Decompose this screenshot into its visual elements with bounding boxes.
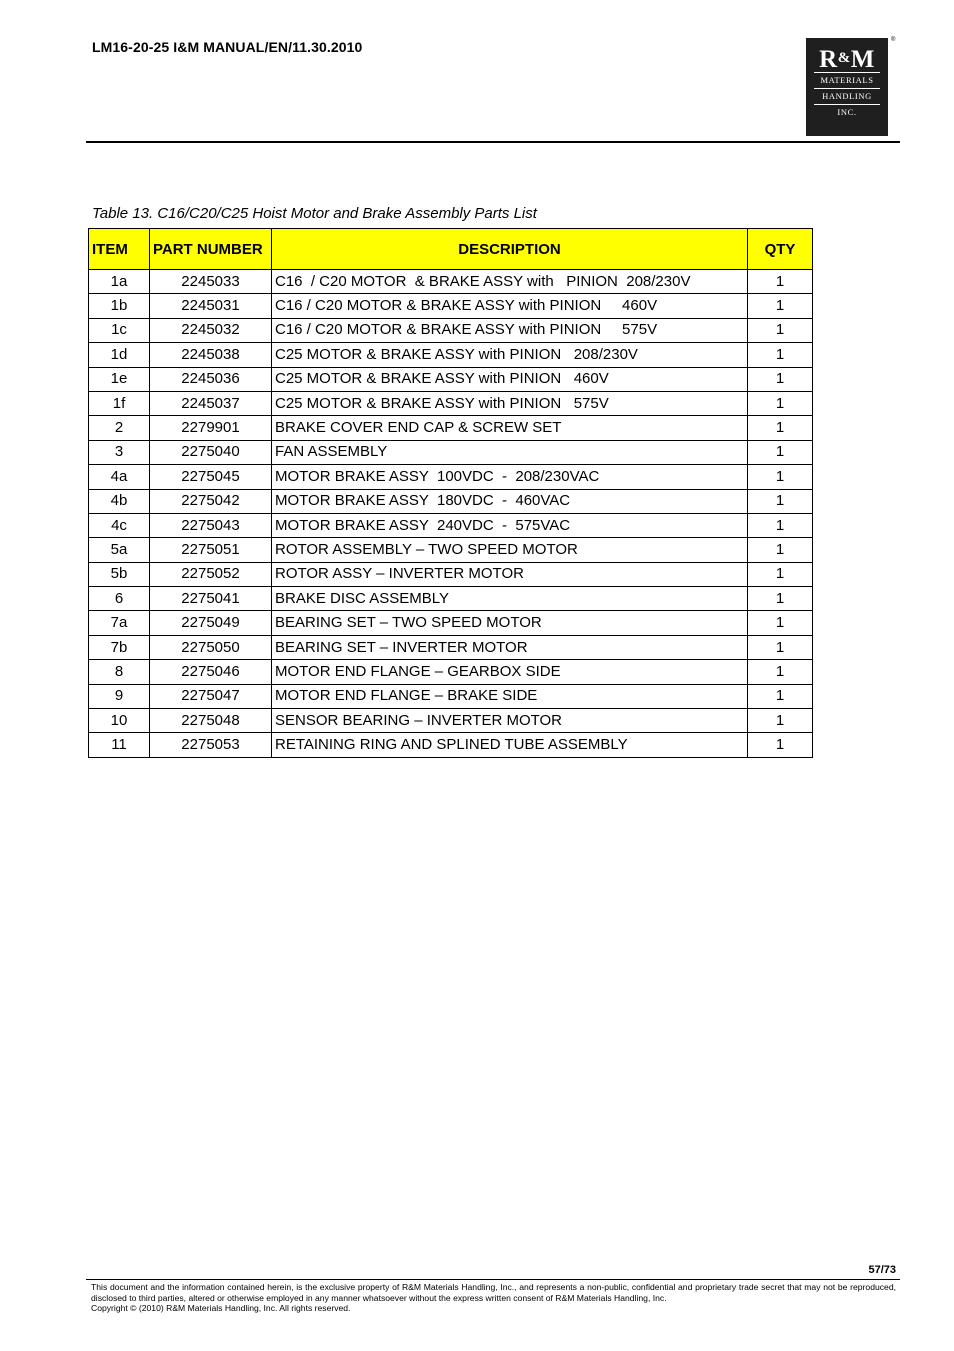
logo-amp: &: [837, 50, 851, 66]
cell-qty: 1: [748, 318, 813, 342]
rm-logo: [806, 38, 888, 136]
cell-part-number: 2275041: [150, 587, 272, 611]
page-number: 57/73: [868, 1264, 896, 1276]
cell-item: 11: [89, 733, 150, 757]
footer-rule: [86, 1279, 900, 1280]
cell-item: 7b: [89, 635, 150, 659]
cell-qty: 1: [748, 416, 813, 440]
cell-description: FAN ASSEMBLY: [272, 440, 748, 464]
cell-part-number: 2245037: [150, 391, 272, 415]
cell-qty: 1: [748, 587, 813, 611]
cell-item: 4b: [89, 489, 150, 513]
copyright-text: Copyright © (2010) R&M Materials Handling, Inc. All rights reserved.: [91, 1303, 351, 1313]
table-row: [89, 465, 813, 489]
logo-r: R: [819, 46, 838, 73]
registered-mark: ®: [891, 37, 896, 43]
table-row: [89, 684, 813, 708]
cell-description: MOTOR END FLANGE – GEARBOX SIDE: [272, 660, 748, 684]
cell-part-number: 2275040: [150, 440, 272, 464]
cell-qty: 1: [748, 391, 813, 415]
cell-qty: 1: [748, 538, 813, 562]
cell-qty: 1: [748, 513, 813, 537]
table-row: [89, 440, 813, 464]
cell-part-number: 2279901: [150, 416, 272, 440]
cell-item: 4a: [89, 465, 150, 489]
notice-text: This document and the information contained herein, is the exclusive property of R&M Materials Handling, Inc., and represents a non-public, confidential and proprietary trade secret that may not be reproduced, disclosed to third parties, altered or otherwise employed in any manner whatsoever without the express written consent of R&M Materials Handling, Inc.: [91, 1282, 896, 1303]
cell-part-number: 2275047: [150, 684, 272, 708]
header-part-number: PART NUMBER: [150, 229, 272, 270]
cell-part-number: 2275053: [150, 733, 272, 757]
cell-item: 5a: [89, 538, 150, 562]
cell-qty: 1: [748, 343, 813, 367]
cell-item: 6: [89, 587, 150, 611]
cell-qty: 1: [748, 709, 813, 733]
table-row: [89, 416, 813, 440]
cell-item: 4c: [89, 513, 150, 537]
table-row: [89, 635, 813, 659]
table-row: [89, 709, 813, 733]
cell-part-number: 2275046: [150, 660, 272, 684]
cell-item: 9: [89, 684, 150, 708]
table-row: [89, 587, 813, 611]
logo-handling: HANDLING: [822, 91, 872, 101]
logo-m: M: [850, 46, 875, 73]
logo-inc: INC.: [837, 107, 857, 117]
cell-description: C25 MOTOR & BRAKE ASSY with PINION 575V: [272, 391, 748, 415]
cell-qty: 1: [748, 294, 813, 318]
cell-description: C16 / C20 MOTOR & BRAKE ASSY with PINION 460V: [272, 294, 748, 318]
cell-item: 2: [89, 416, 150, 440]
cell-item: 8: [89, 660, 150, 684]
cell-item: 10: [89, 709, 150, 733]
cell-part-number: 2275051: [150, 538, 272, 562]
table-row: [89, 391, 813, 415]
table-row: [89, 367, 813, 391]
cell-item: 1e: [89, 367, 150, 391]
cell-part-number: 2245038: [150, 343, 272, 367]
cell-qty: 1: [748, 465, 813, 489]
cell-description: BEARING SET – INVERTER MOTOR: [272, 635, 748, 659]
cell-part-number: 2245031: [150, 294, 272, 318]
cell-description: BEARING SET – TWO SPEED MOTOR: [272, 611, 748, 635]
cell-description: RETAINING RING AND SPLINED TUBE ASSEMBLY: [272, 733, 748, 757]
cell-part-number: 2275048: [150, 709, 272, 733]
cell-description: MOTOR BRAKE ASSY 240VDC - 575VAC: [272, 513, 748, 537]
cell-qty: 1: [748, 733, 813, 757]
document-id: LM16-20-25 I&M MANUAL/EN/11.30.2010: [92, 39, 363, 55]
cell-qty: 1: [748, 270, 813, 294]
table-row: [89, 660, 813, 684]
table-row: [89, 611, 813, 635]
cell-description: MOTOR BRAKE ASSY 100VDC - 208/230VAC: [272, 465, 748, 489]
header-qty: QTY: [748, 229, 813, 270]
cell-description: SENSOR BEARING – INVERTER MOTOR: [272, 709, 748, 733]
table-row: [89, 562, 813, 586]
cell-qty: 1: [748, 562, 813, 586]
header-description: DESCRIPTION: [272, 229, 748, 270]
cell-item: 1d: [89, 343, 150, 367]
cell-description: ROTOR ASSEMBLY – TWO SPEED MOTOR: [272, 538, 748, 562]
table-row: [89, 294, 813, 318]
cell-part-number: 2275045: [150, 465, 272, 489]
cell-part-number: 2245032: [150, 318, 272, 342]
cell-item: 3: [89, 440, 150, 464]
table-row: [89, 733, 813, 757]
parts-table: [88, 228, 813, 758]
cell-qty: 1: [748, 660, 813, 684]
cell-qty: 1: [748, 635, 813, 659]
cell-item: 1c: [89, 318, 150, 342]
cell-part-number: 2245036: [150, 367, 272, 391]
cell-qty: 1: [748, 367, 813, 391]
table-row: [89, 270, 813, 294]
cell-part-number: 2275043: [150, 513, 272, 537]
cell-item: 1f: [89, 391, 150, 415]
table-row: [89, 343, 813, 367]
cell-part-number: 2275050: [150, 635, 272, 659]
cell-description: C25 MOTOR & BRAKE ASSY with PINION 208/230V: [272, 343, 748, 367]
table-row: [89, 538, 813, 562]
cell-part-number: 2275052: [150, 562, 272, 586]
cell-description: BRAKE COVER END CAP & SCREW SET: [272, 416, 748, 440]
cell-description: C16 / C20 MOTOR & BRAKE ASSY with PINION 575V: [272, 318, 748, 342]
header-rule: [86, 141, 900, 143]
cell-part-number: 2275042: [150, 489, 272, 513]
cell-qty: 1: [748, 489, 813, 513]
cell-item: 7a: [89, 611, 150, 635]
cell-description: BRAKE DISC ASSEMBLY: [272, 587, 748, 611]
cell-part-number: 2275049: [150, 611, 272, 635]
cell-item: 5b: [89, 562, 150, 586]
cell-qty: 1: [748, 684, 813, 708]
logo-materials: MATERIALS: [820, 75, 874, 85]
cell-description: C16 / C20 MOTOR & BRAKE ASSY with PINION 208/230V: [272, 270, 748, 294]
cell-part-number: 2245033: [150, 270, 272, 294]
cell-item: 1a: [89, 270, 150, 294]
table-row: [89, 318, 813, 342]
cell-description: C25 MOTOR & BRAKE ASSY with PINION 460V: [272, 367, 748, 391]
cell-description: ROTOR ASSY – INVERTER MOTOR: [272, 562, 748, 586]
cell-description: MOTOR BRAKE ASSY 180VDC - 460VAC: [272, 489, 748, 513]
cell-item: 1b: [89, 294, 150, 318]
cell-description: MOTOR END FLANGE – BRAKE SIDE: [272, 684, 748, 708]
header-item: ITEM: [89, 229, 150, 270]
table-row: [89, 489, 813, 513]
table-caption: Table 13. C16/C20/C25 Hoist Motor and Brake Assembly Parts List: [92, 205, 537, 222]
table-row: [89, 513, 813, 537]
cell-qty: 1: [748, 611, 813, 635]
table-header-row: [89, 229, 813, 270]
cell-qty: 1: [748, 440, 813, 464]
confidentiality-notice: [91, 1282, 896, 1314]
